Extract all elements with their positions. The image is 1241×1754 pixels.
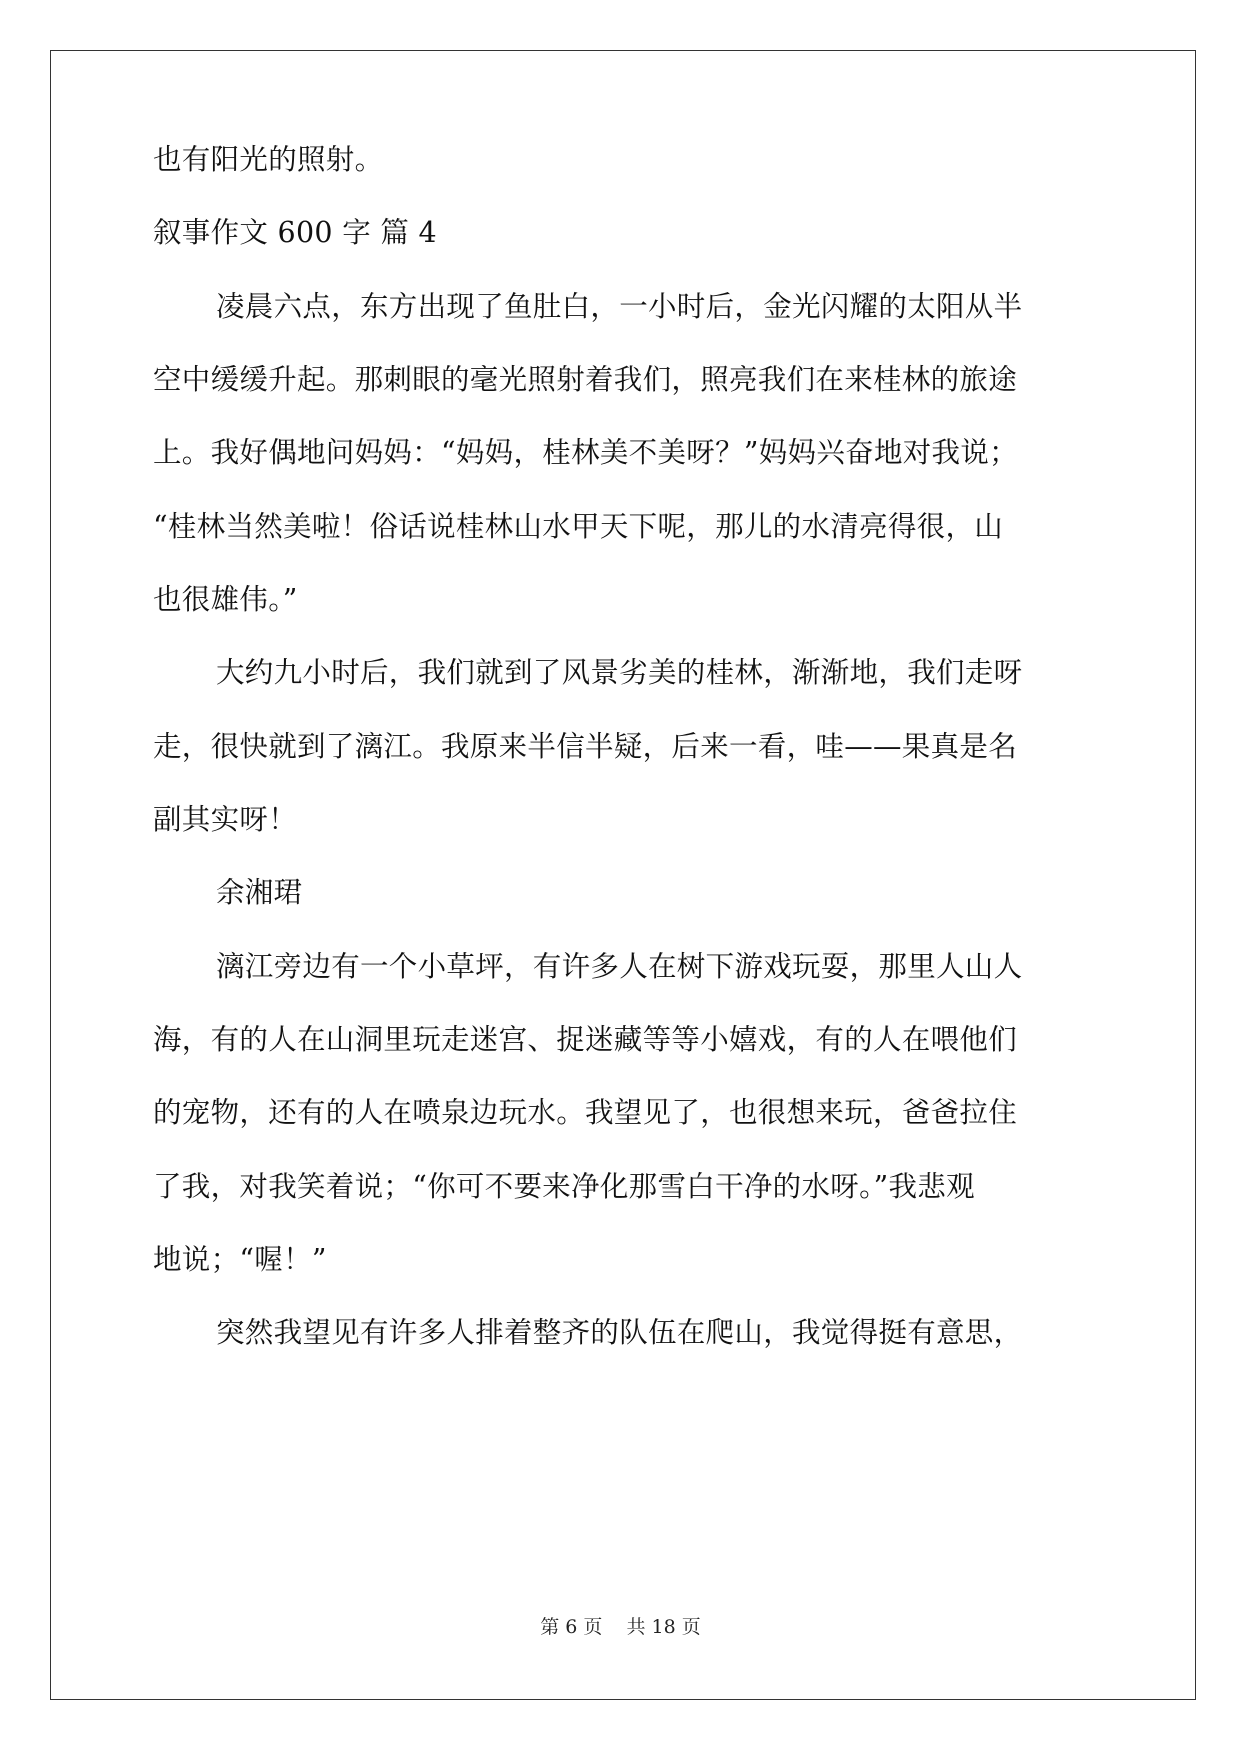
author-name: 余湘珺 xyxy=(216,876,303,909)
page-total: 共 18 页 xyxy=(626,1616,701,1638)
text-line: 也有阳光的照射。 xyxy=(153,143,384,176)
paragraph-line: 海，有的人在山洞里玩走迷宫、捉迷藏等等小嬉戏，有的人在喂他们 xyxy=(153,1023,1018,1056)
page-footer xyxy=(0,1615,1241,1639)
page-number: 第 6 页 xyxy=(540,1616,603,1638)
paragraph-line: 了我，对我笑着说；“你可不要来净化那雪白干净的水呀。”我悲观 xyxy=(153,1170,975,1203)
paragraph-line: 大约九小时后，我们就到了风景劣美的桂林，渐渐地，我们走呀 xyxy=(216,656,1023,689)
paragraph-line: 突然我望见有许多人排着整齐的队伍在爬山，我觉得挺有意思， xyxy=(216,1316,1023,1349)
paragraph-line: 地说；“喔！” xyxy=(153,1243,327,1276)
paragraph-line: 上。我好偶地问妈妈：“妈妈，桂林美不美呀？”妈妈兴奋地对我说； xyxy=(153,436,1018,469)
paragraph-line: 漓江旁边有一个小草坪，有许多人在树下游戏玩耍，那里人山人 xyxy=(216,950,1023,983)
section-heading: 叙事作文 600 字 篇 4 xyxy=(153,216,437,249)
paragraph-line: 的宠物，还有的人在喷泉边玩水。我望见了，也很想来玩，爸爸拉住 xyxy=(153,1096,1018,1129)
paragraph-line: 凌晨六点，东方出现了鱼肚白，一小时后，金光闪耀的太阳从半 xyxy=(216,290,1023,323)
paragraph-line: 也很雄伟。” xyxy=(153,583,298,616)
paragraph-line: 空中缓缓升起。那刺眼的毫光照射着我们，照亮我们在来桂林的旅途 xyxy=(153,363,1018,396)
paragraph-line: “桂林当然美啦！俗话说桂林山水甲天下呢，那儿的水清亮得很，山 xyxy=(153,510,1004,543)
paragraph-line: 副其实呀！ xyxy=(153,803,298,836)
paragraph-line: 走，很快就到了漓江。我原来半信半疑，后来一看，哇——果真是名 xyxy=(153,730,1018,763)
